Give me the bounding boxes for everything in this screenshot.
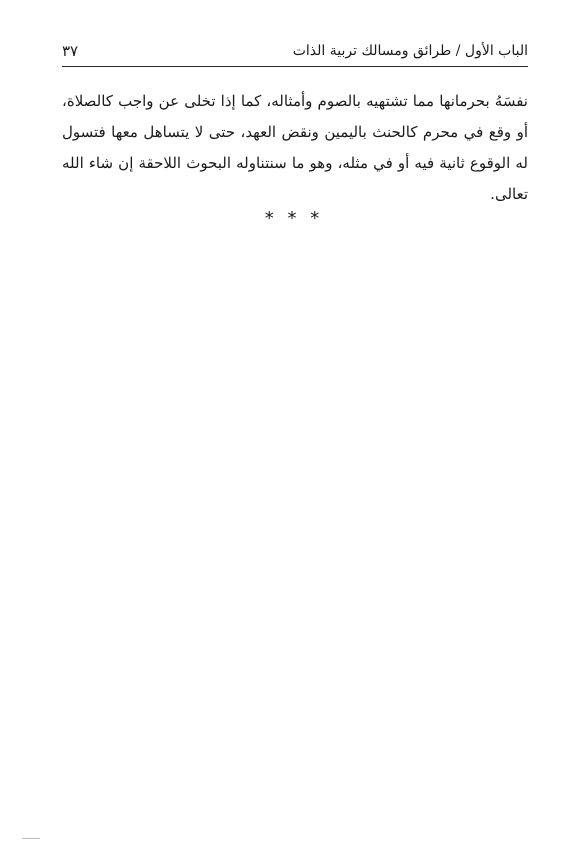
running-title: الباب الأول / طرائق ومسالك تربية الذات	[292, 43, 528, 59]
header-rule	[62, 66, 528, 67]
body-paragraph	[62, 86, 528, 210]
paragraph-line: له الوقوع ثانية فيه أو في مثله، وهو ما سنتناوله البحوث اللاحقة إن شاء الله	[62, 154, 528, 172]
page-header	[62, 40, 528, 66]
paragraph-line: نفسَهُ بحرمانها مما تشتهيه بالصوم وأمثاله، كما إذا تخلى عن واجب كالصلاة،	[62, 92, 528, 110]
section-separator: * * *	[264, 208, 324, 229]
page-number: ٣٧	[62, 42, 79, 60]
scan-mark	[22, 838, 40, 839]
paragraph-line: تعالى.	[490, 185, 528, 203]
paragraph-line: أو وقع في محرم كالحنث باليمين ونقض العهد، حتى لا يتساهل معها فتسول	[62, 123, 528, 141]
